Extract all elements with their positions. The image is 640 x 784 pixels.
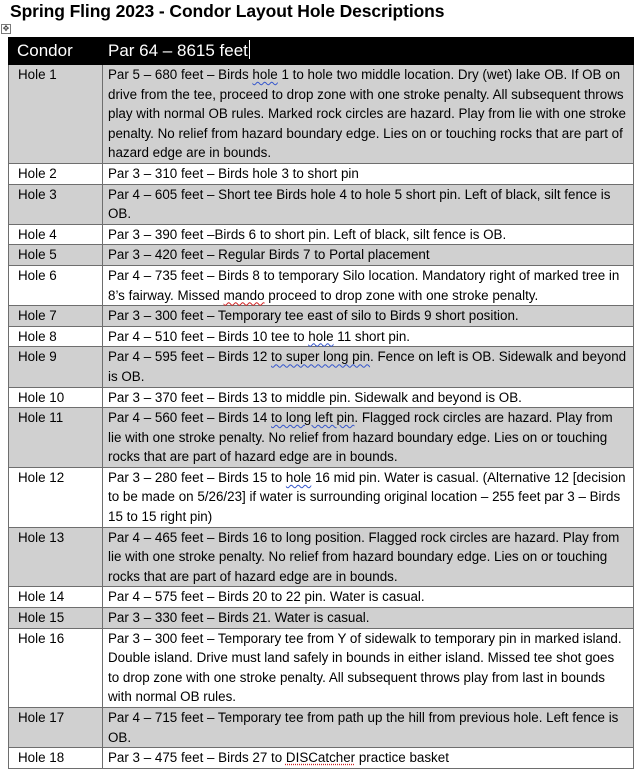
table-row [9,265,634,305]
grammar-flagged-text: hole [308,328,334,344]
hole-number-cell[interactable]: Hole 3 [9,184,103,224]
table-row [9,224,634,245]
description-text: Par 3 – 300 feet – Temporary tee from Y of sidewalk to temporary pin in marked island. Double island. Drive must land safely in bounds in either island. Missed tee shot goes to drop zone with one stroke penalty. All subsequent throws play from last in bounds with normal OB rules. [108,630,622,705]
hole-number-cell[interactable]: Hole 10 [9,387,103,408]
grammar-flagged-text: hole [285,469,312,485]
description-text: . Fence on left is OB. Sidewalk and beyond is OB. [108,349,627,384]
description-text: Par 3 – 420 feet – Regular Birds 7 to Portal placement [108,247,430,263]
table-row [9,347,634,387]
table-row [9,163,634,184]
description-text: Par 3 – 475 feet – Birds 27 to [108,750,286,766]
description-text: . Flagged rock circles are hazard. Play from lie with one stroke penalty. No relief from hazard boundary edge. Lies on or touching rocks that are part of hazard edge are in bounds. [108,410,613,465]
table-row [9,65,634,164]
table-row [9,628,634,707]
description-text: proceed to drop zone with one stroke penalty. [264,287,539,303]
description-text: Par 4 – 465 feet – Birds 16 to long position. Flagged rock circles are hazard. Play from lie with one stroke penalty. No relief from hazard boundary edge. Lies on or touching rocks that are part of hazard edge are in bounds. [108,529,620,584]
description-text: Par 4 – 575 feet – Birds 20 to 22 pin. Water is casual. [108,589,425,605]
spelling-flagged-text: mando [223,287,265,303]
hole-description-cell[interactable] [103,245,634,266]
description-text: Par 4 – 595 feet – Birds 12 [108,349,272,365]
description-text: Par 4 – 715 feet – Temporary tee from path up the hill from previous hole. Left fence is OB. [108,710,619,745]
description-text: 11 short pin. [333,328,410,344]
hole-number-cell[interactable]: Hole 5 [9,245,103,266]
table-row [9,306,634,327]
description-text: Par 4 – 735 feet – Birds 8 to temporary Silo location. Mandatory right of marked tree in 8’s fairway. Missed [108,267,620,303]
description-text: Par 3 – 280 feet – Birds 15 to [108,469,286,485]
description-text: Par 4 – 605 feet – Short tee Birds hole 4 to hole 5 short pin. Left of black, silt fence is OB. [108,186,611,222]
table-row [9,527,634,587]
table-row [9,748,634,769]
hole-description-cell[interactable] [103,163,634,184]
hole-number-cell[interactable]: Hole 9 [9,347,103,387]
table-row [9,326,634,347]
hole-description-cell[interactable] [103,306,634,327]
grammar-flagged-text: to long left pin [271,410,355,426]
description-text: Par 5 – 680 feet – Birds [108,67,253,82]
hole-number-cell[interactable]: Hole 16 [9,628,103,707]
hole-number-cell[interactable]: Hole 14 [9,587,103,608]
table-row [9,184,634,224]
hole-description-cell[interactable] [103,347,634,387]
hole-description-cell[interactable] [103,408,634,468]
text-cursor [249,40,250,59]
table-row [9,708,634,748]
hole-number-cell[interactable]: Hole 11 [9,408,103,468]
grammar-flagged-text: hole [252,67,278,82]
header-layout-name[interactable]: Condor [9,38,103,65]
table-row [9,408,634,468]
grammar-flagged-text: to super long pin [271,349,371,365]
table-header-row [9,38,634,65]
description-text: 16 mid pin. Water is casual. (Alternative 12 [decision to be made on 5/26/23] if water is surrounding original location – 255 feet par 3 – Birds 15 to 15 right pin) [108,469,626,525]
description-text: Par 3 – 300 feet – Temporary tee east of silo to Birds 9 short position. [108,308,519,324]
hole-description-cell[interactable] [103,184,634,224]
table-row [9,387,634,408]
hole-number-cell[interactable]: Hole 1 [9,65,103,164]
description-text: Par 4 – 560 feet – Birds 14 [108,410,272,426]
hole-description-cell[interactable] [103,748,634,769]
description-text: Par 3 – 310 feet – Birds hole 3 to short pin [108,165,359,181]
table-row [9,608,634,629]
hole-description-cell[interactable] [103,265,634,305]
hole-description-cell[interactable] [103,527,634,587]
hole-description-cell[interactable] [103,224,634,245]
table-move-handle-icon[interactable]: ✥ [2,24,10,33]
hole-number-cell[interactable]: Hole 12 [9,467,103,527]
hole-number-cell[interactable]: Hole 15 [9,608,103,629]
hole-number-cell[interactable]: Hole 17 [9,708,103,748]
description-text: Par 3 – 330 feet – Birds 21. Water is casual. [108,610,370,626]
description-text: Par 4 – 510 feet – Birds 10 tee to [108,328,309,344]
hole-description-cell[interactable] [103,628,634,707]
spelling-flagged-text: DISCatcher [285,750,356,766]
hole-description-cell[interactable] [103,467,634,527]
hole-number-cell[interactable]: Hole 6 [9,265,103,305]
hole-description-cell[interactable] [103,65,634,164]
document-title: Spring Fling 2023 - Condor Layout Hole Descriptions [10,1,445,21]
hole-description-cell[interactable] [103,587,634,608]
hole-number-cell[interactable]: Hole 2 [9,163,103,184]
hole-description-cell[interactable] [103,326,634,347]
hole-number-cell[interactable]: Hole 7 [9,306,103,327]
hole-description-cell[interactable] [103,387,634,408]
hole-description-cell[interactable] [103,708,634,748]
description-text: 1 to hole two middle location. Dry (wet) lake OB. If OB on drive from the tee, proceed to drop zone with one stroke penalty. All subsequent throws play with normal OB rules. Marked rock circles are hazard. Play from lie with one stroke penalty. No relief from hazard boundary edge. Lies on or touching rocks that are part of hazard edge are in bounds. [108,67,626,161]
table-row [9,587,634,608]
description-text: Par 3 – 370 feet – Birds 13 to middle pin. Sidewalk and beyond is OB. [108,389,522,405]
hole-number-cell[interactable]: Hole 13 [9,527,103,587]
header-course-summary[interactable]: Par 64 – 8615 feet [103,38,634,65]
hole-number-cell[interactable]: Hole 18 [9,748,103,769]
hole-number-cell[interactable]: Hole 8 [9,326,103,347]
hole-descriptions-table [8,37,634,769]
hole-number-cell[interactable]: Hole 4 [9,224,103,245]
description-text: practice basket [355,750,449,766]
description-text: Par 3 – 390 feet –Birds 6 to short pin. Left of black, silt fence is OB. [108,226,507,242]
table-row [9,467,634,527]
hole-description-cell[interactable] [103,608,634,629]
table-row [9,245,634,266]
